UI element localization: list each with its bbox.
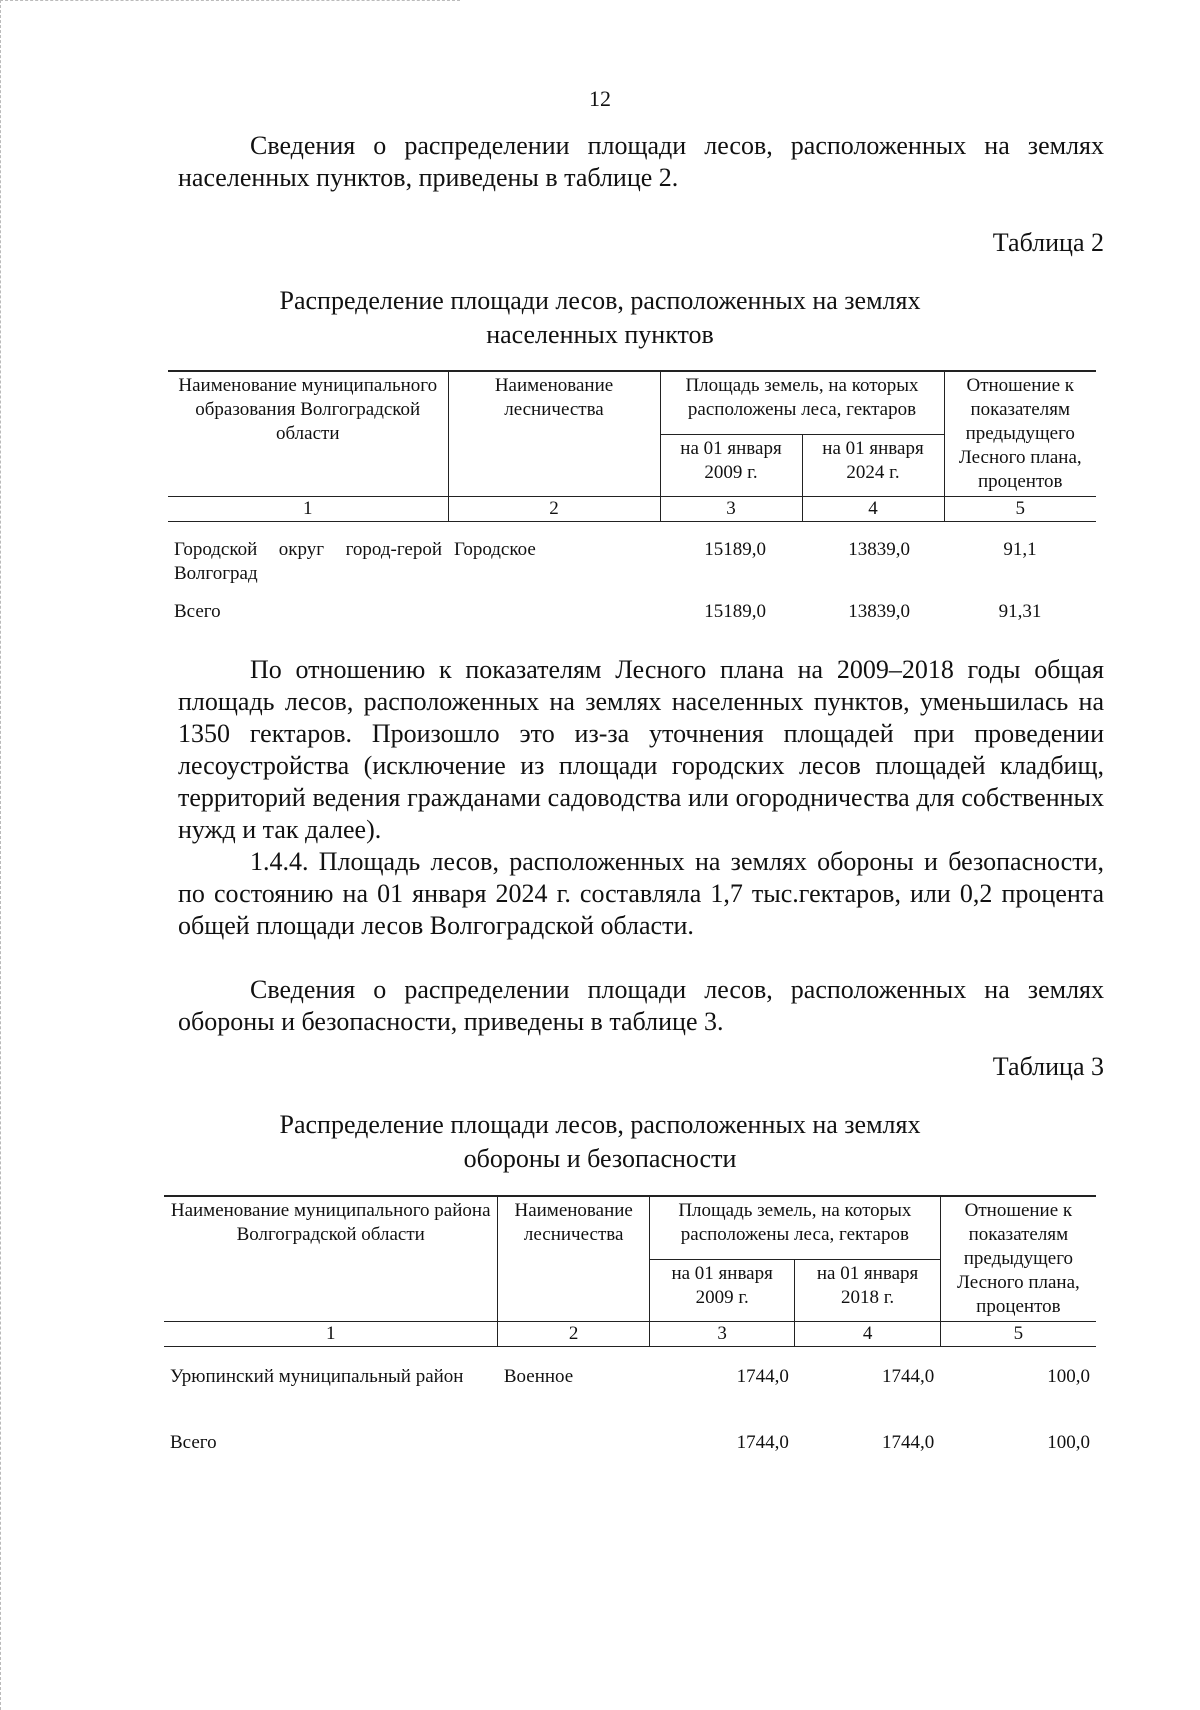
table3-colnum: 1 xyxy=(164,1322,498,1347)
table2-title-line2: населенных пунктов xyxy=(486,320,714,349)
table-row xyxy=(168,588,1096,626)
table2-header-2024: на 01 января 2024 г. xyxy=(802,434,944,496)
table2-row1-area-2024: 13839,0 xyxy=(848,539,910,560)
intro-paragraph: Сведения о распределении площади лесов, расположенных на землях населенных пунктов, приведены в таблице 2. xyxy=(178,131,1104,192)
table3-total-ratio: 100,0 xyxy=(1047,1431,1090,1453)
table3-total-label: Всего xyxy=(170,1431,217,1453)
table2-row1-forestry: Городское xyxy=(454,539,536,560)
table-row xyxy=(168,522,1096,589)
table3-colnum: 2 xyxy=(498,1322,650,1347)
paragraph-decrease: По отношению к показателям Лесного плана на 2009–2018 годы общая площадь лесов, расположенных на землях населенных пунктов, уменьшилась на 1350 гектаров. Произошло это из-за уточнения площадей при проведении лесоустройства (исключение из площади городских лесов площадей кладбищ, территорий ведения гражданами садоводства или огородничества для собственных нужд и так далее). xyxy=(178,655,1104,844)
table3-header-forestry: Наименование лесничества xyxy=(498,1196,650,1322)
table3-colnum: 4 xyxy=(795,1322,940,1347)
table3-title-line1: Распределение площади лесов, расположенных на землях xyxy=(279,1110,921,1139)
table3-title-line2: обороны и безопасности xyxy=(463,1144,737,1173)
table3-header-2009: на 01 января 2009 г. xyxy=(649,1259,794,1321)
table2-total-forestry xyxy=(448,588,660,626)
table3-header-district: Наименование муниципального района Волгоградской области xyxy=(164,1196,498,1322)
table2-colnum: 4 xyxy=(802,497,944,522)
table2-colnum: 5 xyxy=(944,497,1096,522)
table2-header-ratio: Отношение к показателям предыдущего Лесного плана, процентов xyxy=(944,371,1096,497)
table2-label: Таблица 2 xyxy=(992,228,1104,257)
table2-header-municipality: Наименование муниципального образования Волгоградской области xyxy=(168,371,448,497)
paragraph-table3-ref: Сведения о распределении площади лесов, расположенных на землях обороны и безопасности, приведены в таблице 3. xyxy=(178,975,1104,1036)
table2-row1-name: Городской округ город-герой Волгоград xyxy=(174,539,442,584)
table2-title xyxy=(0,284,1200,352)
table3-header-ratio: Отношение к показателям предыдущего Лесного плана, процентов xyxy=(940,1196,1096,1322)
table2-total-area-2009: 15189,0 xyxy=(704,601,766,622)
table2-colnum: 3 xyxy=(660,497,802,522)
table2 xyxy=(168,370,1096,626)
scan-top-edge xyxy=(0,0,460,2)
table3 xyxy=(164,1195,1096,1457)
table3-total-area-2009: 1744,0 xyxy=(736,1431,789,1453)
table3-row1-area-2009: 1744,0 xyxy=(736,1366,789,1387)
table2-total-area-2024: 13839,0 xyxy=(848,601,910,622)
scan-edge xyxy=(0,0,2,1710)
table2-title-line1: Распределение площади лесов, расположенных на землях xyxy=(279,286,921,315)
table3-header-2018: на 01 января 2018 г. xyxy=(795,1259,940,1321)
table3-row1-forestry: Военное xyxy=(503,1366,574,1387)
paragraph-defense-lands: 1.4.4. Площадь лесов, расположенных на землях обороны и безопасности, по состоянию на 01 января 2024 г. составляла 1,7 тыс.гектаров, или 0,2 процента общей площади лесов Волгоградской области. xyxy=(178,847,1104,940)
table-row xyxy=(164,1417,1096,1457)
table2-total-ratio: 91,31 xyxy=(998,601,1042,622)
table3-row1-ratio: 100,0 xyxy=(1047,1366,1090,1387)
page-number: 12 xyxy=(589,86,611,111)
table3-header-area: Площадь земель, на которых расположены леса, гектаров xyxy=(649,1196,940,1259)
table3-title xyxy=(0,1108,1200,1176)
table3-label: Таблица 3 xyxy=(992,1052,1104,1081)
table3-total-forestry xyxy=(498,1417,650,1457)
table2-header-area: Площадь земель, на которых расположены леса, гектаров xyxy=(660,371,944,434)
table2-total-label: Всего xyxy=(174,601,221,622)
table3-row1-name: Урюпинский муниципальный район xyxy=(170,1366,464,1387)
table3-colnum: 5 xyxy=(940,1322,1096,1347)
table3-colnum: 3 xyxy=(649,1322,794,1347)
table2-row1-ratio: 91,1 xyxy=(1003,539,1037,560)
table2-header-forestry: Наименование лесничества xyxy=(448,371,660,497)
table2-header-2009: на 01 января 2009 г. xyxy=(660,434,802,496)
table3-row1-area-2018: 1744,0 xyxy=(882,1366,935,1387)
table2-colnum: 2 xyxy=(448,497,660,522)
table2-row1-area-2009: 15189,0 xyxy=(704,539,766,560)
table3-total-area-2018: 1744,0 xyxy=(882,1431,935,1453)
table-row xyxy=(164,1347,1096,1417)
table2-colnum: 1 xyxy=(168,497,448,522)
